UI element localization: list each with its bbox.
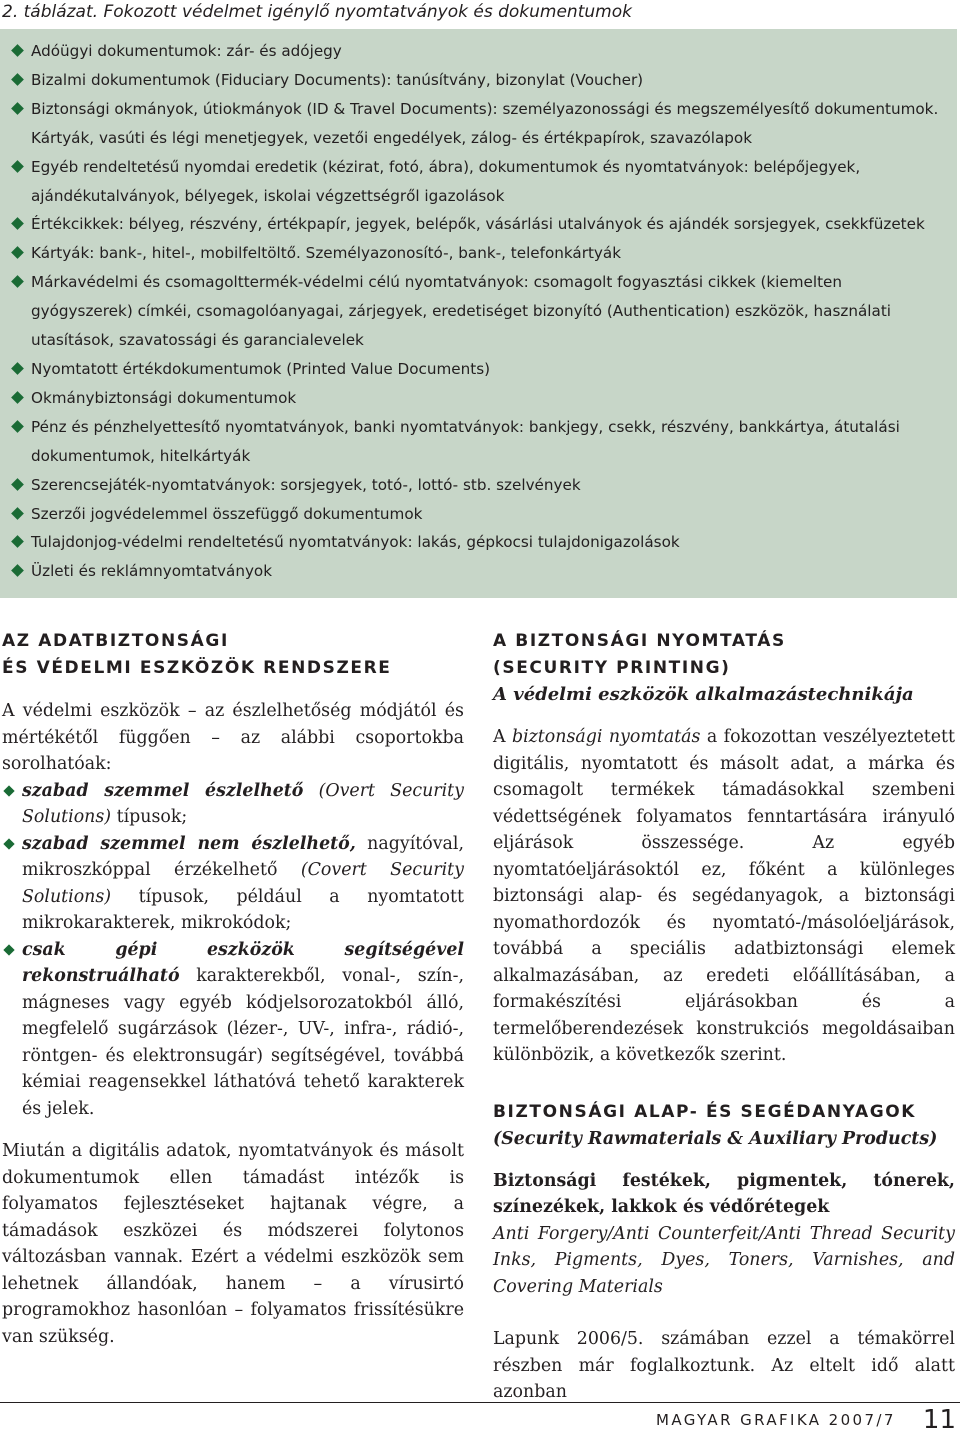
b3-rest: karakterekből, vonal-, szín-, mágneses vagy egyéb kódjelsorozatokból álló, megfelelő sugárzások (lézer-, UV-, infra-, rádió-, röntgen- és elektronsugár) segítségével, továbbá kémiai reagensekkel láthatóvá tehető karakterek és jelek. xyxy=(22,966,464,1119)
left-intro: A védelmi eszközök – az észlelhetőség módjától és mértékétől függően – az alábbi csoportokba sorolhatóak: xyxy=(2,701,464,774)
table-item-text: Szerencsejáték-nyomtatványok: sorsjegyek, totó-, lottó- stb. szelvények xyxy=(31,475,581,494)
b1-rest: típusok; xyxy=(111,807,188,827)
right-column xyxy=(493,628,955,1406)
diamond-bullet-icon xyxy=(11,391,24,404)
right-subheading: A védelmi eszközök alkalmazástechnikája xyxy=(493,684,914,705)
table-item xyxy=(12,384,947,413)
diamond-bullet-icon xyxy=(11,218,24,231)
table-list xyxy=(12,37,947,586)
table-item xyxy=(12,66,947,95)
right-heading-2-sub: (Security Rawmaterials & Auxiliary Products) xyxy=(493,1128,938,1149)
p1-start: A xyxy=(493,727,512,747)
p1-italic: biztonsági nyomtatás xyxy=(511,727,701,747)
b3-bold: csak gépi eszközök segítségével rekonstruálható xyxy=(22,939,464,986)
right-heading-line2: (SECURITY PRINTING) xyxy=(493,658,731,678)
table-item xyxy=(12,528,947,557)
table-item-text: Szerzői jogvédelemmel összefüggő dokumentumok xyxy=(31,504,423,523)
p1-rest: a fokozottan veszélyeztetett digitális, nyomtatott és másolt adat, a márka és csomagolt termékek támadásokkal szembeni védettségének folyamatos fenntartására irányuló eljárások összessége. Az egyéb nyomtatóeljárásoktól ez, főként a különleges biztonsági alap- és segédanyagok, a biztonsági nyomathordozók és nyomtató-/másolóeljárások, továbbá a speciális adatbiztonsági elemek alkalmazásában, az eredeti előállításában, a formakészítési eljárásokban és a termelőberendezések konstrukciós megoldásaiban különbözik, a következők szerint. xyxy=(493,727,955,1065)
table-item xyxy=(12,153,947,211)
table-item xyxy=(12,413,947,471)
right-paragraph-1 xyxy=(493,724,955,1069)
table-item-text: Egyéb rendeltetésű nyomdai eredetik (kézirat, fotó, ábra), dokumentumok és nyomtatványok: belépőjegyek, ajándékutalványok, bélyegek, iskolai végzettségről igazolások xyxy=(31,157,861,205)
table-item-text: Márkavédelmi és csomagolttermék-védelmi célú nyomtatványok: csomagolt fogyasztási cikkek (kiemelten gyógyszerek) címkéi, csomagolóanyagai, zárjegyek, eredetiséget bizonyító (Authentication) eszközök, használati utasítások, szavatossági és garancialevelek xyxy=(31,273,891,350)
table-item xyxy=(12,239,947,268)
table-item-text: Biztonsági okmányok, útiokmányok (ID & Travel Documents): személyazonossági és megszemélyesítő dokumentumok. Kártyák, vasúti és légi menetjegyek, vezetői engedélyek, zálog- és értékpapírok, szavazólapok xyxy=(31,99,939,147)
table-item-text: Bizalmi dokumentumok (Fiduciary Documents): tanúsítvány, bizonylat (Voucher) xyxy=(31,70,644,89)
table-item xyxy=(12,500,947,529)
table-title: Fokozott védelmet igénylő nyomtatványok és dokumentumok xyxy=(103,2,632,22)
table-item xyxy=(12,471,947,500)
magazine-name: MAGYAR GRAFIKA 2007/7 xyxy=(656,1411,896,1429)
page-number: 11 xyxy=(922,1405,956,1435)
table-item-text: Tulajdonjog-védelmi rendeltetésű nyomtatványok: lakás, gépkocsi tulajdonigazolások xyxy=(31,533,680,552)
table-item xyxy=(12,95,947,153)
b2-italic: (Covert Security Solutions) xyxy=(22,860,464,907)
diamond-bullet-icon xyxy=(11,362,24,375)
diamond-bullet-icon xyxy=(3,944,14,955)
table-item xyxy=(12,210,947,239)
table-item-text: Okmánybiztonsági dokumentumok xyxy=(31,388,297,407)
table-number: 2. táblázat. xyxy=(2,2,99,22)
left-column xyxy=(2,628,464,1350)
diamond-bullet-icon xyxy=(3,785,14,796)
b1-bold: szabad szemmel észlelhető xyxy=(22,780,304,801)
right-bold-paragraph: Biztonsági festékek, pigmentek, tónerek, színezékek, lakkok és védőrétegek xyxy=(493,1170,955,1217)
b1-italic: (Overt Security Solutions) xyxy=(22,780,464,827)
table-caption xyxy=(2,0,952,24)
table-item-text: Nyomtatott értékdokumentumok (Printed Value Documents) xyxy=(31,359,491,378)
diamond-bullet-icon xyxy=(3,838,14,849)
table-item-text: Pénz és pénzhelyettesítő nyomtatványok, banki nyomtatványok: bankjegy, csekk, részvény, bankkártya, átutalási dokumentumok, hitelkártyák xyxy=(31,417,900,465)
b2-rest1: nagyítóval, mikroszkóppal érzékelhető xyxy=(22,833,465,880)
diamond-bullet-icon xyxy=(11,160,24,173)
footer-rule xyxy=(0,1402,960,1403)
b2-rest2: típusok, például a nyomtatott mikrokarakterek, mikrokódok; xyxy=(22,886,464,933)
diamond-bullet-icon xyxy=(11,102,24,115)
left-bullet-list xyxy=(2,778,464,1123)
list-item xyxy=(2,937,464,1123)
diamond-bullet-icon xyxy=(11,564,24,577)
table-item xyxy=(12,355,947,384)
right-italic-paragraph: Anti Forgery/Anti Counterfeit/Anti Thread Security Inks, Pigments, Dyes, Toners, Varnishes, and Covering Materials xyxy=(493,1223,955,1297)
table-item xyxy=(12,268,947,355)
table-item-text: Értékcikkek: bélyeg, részvény, értékpapír, jegyek, belépők, vásárlási utalványok és ajándék sorsjegyek, csekkfüzetek xyxy=(31,215,925,234)
left-heading-line1: AZ ADATBIZTONSÁGI xyxy=(2,631,229,651)
b2-bold: szabad szemmel nem észlelhető, xyxy=(22,833,356,854)
table-item-text: Kártyák: bank-, hitel-, mobilfeltöltő. Személyazonosító-, bank-, telefonkártyák xyxy=(31,244,622,263)
table-item-text: Adóügyi dokumentumok: zár- és adójegy xyxy=(31,42,342,60)
right-heading-2: BIZTONSÁGI ALAP- ÉS SEGÉDANYAGOK xyxy=(493,1101,917,1122)
table-item-text: Üzleti és reklámnyomtatványok xyxy=(31,562,273,581)
table-box xyxy=(0,29,957,598)
diamond-bullet-icon xyxy=(11,420,24,433)
left-paragraph-2: Miután a digitális adatok, nyomtatványok és másolt dokumentumok ellen támadást intézők is folyamatos fejlesztéseket hajtanak végre, a támadások eszközei és módszerei folytonos változásban vannak. Ezért a védelmi eszközök sem lehetnek állandóak, hanem – a vírusirtó programokhoz hasonlóan – folyamatos frissítésükre van szükség. xyxy=(2,1141,464,1347)
diamond-bullet-icon xyxy=(11,246,24,259)
list-item xyxy=(2,778,464,831)
diamond-bullet-icon xyxy=(11,44,24,57)
diamond-bullet-icon xyxy=(11,536,24,549)
footer xyxy=(656,1405,956,1435)
left-heading-line2: ÉS VÉDELMI ESZKÖZÖK RENDSZERE xyxy=(2,658,392,678)
right-heading-line1: A BIZTONSÁGI NYOMTATÁS xyxy=(493,631,786,651)
diamond-bullet-icon xyxy=(11,275,24,288)
list-item xyxy=(2,831,464,937)
diamond-bullet-icon xyxy=(11,478,24,491)
diamond-bullet-icon xyxy=(11,507,24,520)
table-item xyxy=(12,557,947,586)
right-last-paragraph: Lapunk 2006/5. számában ezzel a témakörrel részben már foglalkoztunk. Az eltelt idő alatt azonban xyxy=(493,1329,955,1402)
table-item xyxy=(12,37,947,66)
diamond-bullet-icon xyxy=(11,73,24,86)
